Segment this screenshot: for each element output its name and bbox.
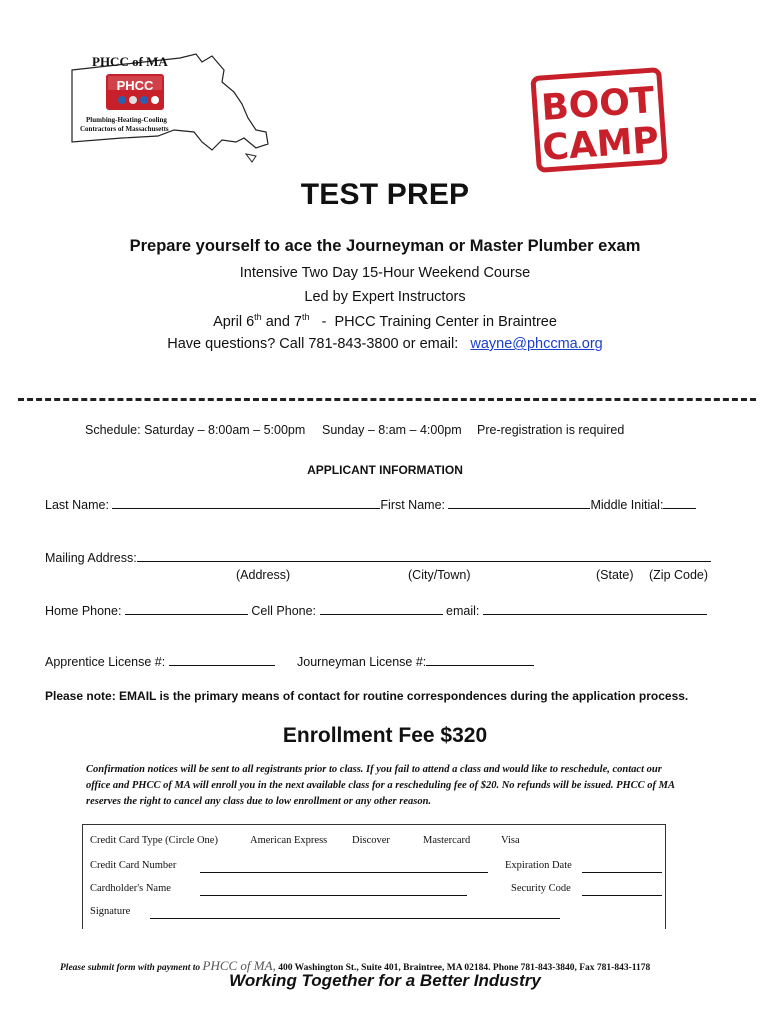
signature-field[interactable] — [150, 918, 560, 919]
submit-prefix: Please submit form with payment to — [60, 963, 201, 973]
mailing-address-field[interactable] — [137, 550, 711, 562]
stamp-line1: BOOT — [540, 80, 656, 129]
cardholder-label: Cardholder's Name — [90, 883, 171, 894]
logo-org-line1: Plumbing-Heating-Cooling — [86, 116, 167, 124]
questions-text: Have questions? Call 781-843-3800 or email: — [167, 336, 459, 352]
date-rest: - PHCC Training Center in Braintree — [309, 313, 557, 330]
last-name-label: Last Name: — [45, 498, 109, 512]
journeyman-license — [297, 654, 534, 669]
page-title: TEST PREP — [300, 178, 470, 211]
card-number-field[interactable] — [200, 872, 488, 873]
cell-phone-field[interactable] — [320, 603, 443, 615]
phone-row — [45, 603, 707, 618]
boot-camp-stamp — [528, 66, 670, 174]
card-type-label: Credit Card Type (Circle One) — [90, 835, 218, 846]
course-duration: Intensive Two Day 15-Hour Weekend Course — [239, 265, 531, 281]
name-row — [45, 497, 696, 512]
card-option-amex[interactable]: American Express — [250, 835, 328, 846]
schedule-saturday: Schedule: Saturday – 8:00am – 5:00pm — [85, 423, 306, 437]
email-field[interactable] — [483, 603, 707, 615]
email-note: Please note: EMAIL is the primary means of contact for routine correspondences during the application process. — [45, 689, 689, 703]
expiration-field[interactable] — [582, 872, 662, 873]
card-option-visa[interactable]: Visa — [501, 835, 520, 846]
journeyman-license-label: Journeyman License #: — [297, 655, 427, 669]
home-phone-label: Home Phone: — [45, 604, 122, 618]
stamp-line2: CAMP — [541, 119, 661, 169]
logo-badge: PHCC — [116, 78, 154, 93]
zip-hint: (Zip Code) — [649, 568, 709, 582]
date-mid: and 7 — [261, 313, 303, 330]
date-a: April 6 — [213, 313, 255, 330]
phcc-ma-logo — [62, 48, 272, 166]
mailing-address-label: Mailing Address: — [45, 551, 137, 565]
cut-line-divider — [18, 398, 756, 401]
cardholder-field[interactable] — [200, 895, 467, 896]
middle-initial-field[interactable] — [663, 497, 696, 509]
contact-line — [0, 336, 770, 352]
apprentice-license-field[interactable] — [169, 654, 275, 666]
address-row — [45, 550, 711, 565]
journeyman-license-field[interactable] — [426, 654, 534, 666]
security-code-field[interactable] — [582, 895, 662, 896]
expiration-label: Expiration Date — [505, 860, 572, 871]
date-location — [0, 312, 770, 330]
address-hint: (Address) — [236, 568, 291, 582]
cell-phone-label: Cell Phone: — [251, 604, 317, 618]
submit-address: 400 Washington St., Suite 401, Braintree, MA 02184. Phone 781-843-3840, Fax 781-843-1178 — [278, 963, 651, 973]
date-b-sup: th — [302, 312, 310, 322]
state-hint: (State) — [596, 568, 634, 582]
logo-org-line2: Contractors of Massachusetts — [80, 125, 169, 133]
applicant-information-heading: APPLICANT INFORMATION — [307, 463, 463, 477]
card-number-label: Credit Card Number — [90, 860, 177, 871]
enrollment-fee: Enrollment Fee $320 — [282, 724, 488, 747]
apprentice-license-label: Apprentice License #: — [45, 655, 166, 669]
logo-org-short: PHCC of MA — [92, 54, 168, 69]
submit-org: PHCC of MA, — [202, 958, 276, 973]
motto: Working Together for a Better Industry — [229, 971, 541, 990]
first-name-field[interactable] — [448, 497, 590, 509]
license-row — [45, 654, 275, 669]
card-option-mastercard[interactable]: Mastercard — [423, 835, 471, 846]
email-link[interactable]: wayne@phccma.org — [470, 336, 603, 352]
email-label: email: — [446, 604, 480, 618]
card-option-discover[interactable]: Discover — [352, 835, 390, 846]
city-hint: (City/Town) — [408, 568, 471, 582]
middle-initial-label: Middle Initial: — [590, 498, 664, 512]
confirmation-notice: Confirmation notices will be sent to all registrants prior to class. If you fail to attend a class and would like to reschedule, contact our office and PHCC of MA will enroll you in the next available class for a rescheduling fee of $20. No refunds will be issued. PHCC of MA reserves the right to cancel any class due to low enrollment or any other reason. — [86, 764, 675, 807]
schedule-sunday: Sunday – 8:am – 4:00pm — [322, 423, 462, 437]
subtitle: Prepare yourself to ace the Journeyman or Master Plumber exam — [129, 237, 641, 255]
date-a-sup: th — [254, 312, 262, 322]
instructors-line: Led by Expert Instructors — [304, 289, 466, 305]
signature-label: Signature — [90, 906, 131, 917]
first-name-label: First Name: — [380, 498, 445, 512]
security-code-label: Security Code — [511, 883, 571, 894]
preregistration-note: Pre-registration is required — [477, 423, 625, 437]
last-name-field[interactable] — [112, 497, 380, 509]
home-phone-field[interactable] — [125, 603, 248, 615]
